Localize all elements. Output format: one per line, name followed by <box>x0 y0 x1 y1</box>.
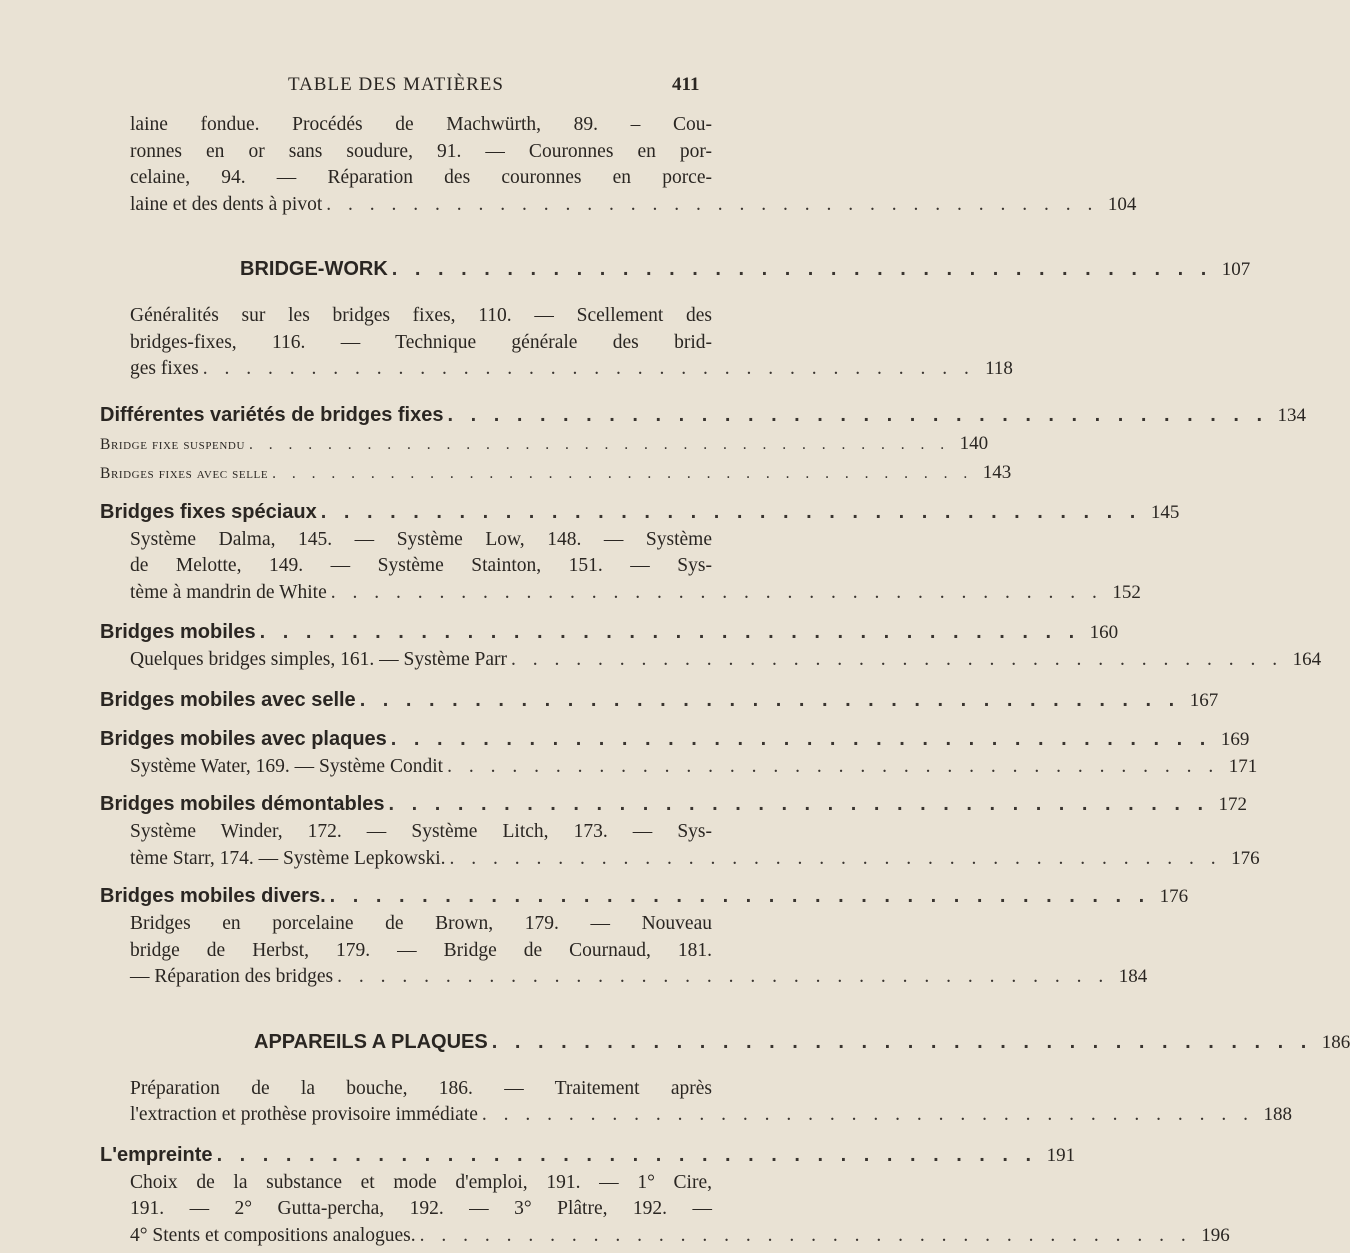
entry-page: 184 <box>1118 966 1148 987</box>
dot-leader: . . . . . . . . . . . . . . . . . . . . . . . . . . . . . . . . . . . . <box>202 358 975 379</box>
entry-page: 140 <box>959 432 989 454</box>
dot-leader: . . . . . . . . . . . . . . . . . . . . . . . . . . . . . . . . . . . . <box>491 1030 1313 1053</box>
toc-entry <box>100 647 1322 674</box>
section-title: Bridges mobiles avec selle <box>100 688 356 711</box>
dot-leader: . . . . . . . . . . . . . . . . . . . . . . . . . . . . . . . . . . . . <box>337 966 1110 987</box>
entry-page: 188 <box>1263 1104 1293 1125</box>
part-heading <box>100 1027 1350 1058</box>
section-title: Bridges fixes spéciaux <box>100 500 317 523</box>
entry-page: 186 <box>1321 1031 1350 1053</box>
section-title: Différentes variétés de bridges fixes <box>100 403 444 426</box>
dot-leader: . . . . . . . . . . . . . . . . . . . . . . . . . . . . . . . . . . . . <box>390 727 1212 750</box>
entry-line: laine et des dents à pivot <box>130 193 323 215</box>
subsection-title: Bridges fixes avec selle <box>100 464 269 482</box>
entry-line: ges fixes <box>130 358 199 379</box>
entry-line: laine fondue. Procédés de Machwürth, 89. – Cou- <box>130 114 712 135</box>
toc-entry <box>100 819 1260 872</box>
entry-page: 169 <box>1220 728 1250 750</box>
dot-leader: . . . . . . . . . . . . . . . . . . . . . . . . . . . . . . . . . . . . <box>481 1104 1255 1125</box>
entry-page: 134 <box>1277 404 1307 426</box>
entry-line: bridge de Herbst, 179. — Bridge de Cournaud, 181. <box>130 939 712 961</box>
entry-line: 191. — 2° Gutta-percha, 192. — 3° Plâtre, 192. — <box>130 1198 712 1219</box>
entry-line: Système Dalma, 145. — Système Low, 148. — Système <box>130 528 712 550</box>
dot-leader: . . . . . . . . . . . . . . . . . . . . . . . . . . . . . . . . . . . . <box>249 435 951 453</box>
dot-leader: . . . . . . . . . . . . . . . . . . . . . . . . . . . . . . . . . . . . <box>359 688 1181 711</box>
entry-page: 145 <box>1150 501 1180 523</box>
dot-leader: . . . . . . . . . . . . . . . . . . . . . . . . . . . . . . . . . . . . <box>447 403 1269 426</box>
entry-page: 143 <box>982 461 1012 483</box>
entry-line: Quelques bridges simples, 161. — Système Parr <box>130 649 507 670</box>
entry-page: 191 <box>1046 1144 1076 1166</box>
entry-page: 171 <box>1228 755 1258 777</box>
section-title: Bridges mobiles avec plaques <box>100 727 387 750</box>
part-heading <box>100 254 1251 285</box>
entry-page: 152 <box>1112 581 1141 603</box>
entry-page: 176 <box>1231 847 1260 869</box>
toc-entry <box>100 754 1258 781</box>
dot-leader: . . . . . . . . . . . . . . . . . . . . . . . . . . . . . . . . . . . . <box>510 649 1284 670</box>
entry-line: Choix de la substance et mode d'emploi, 191. — 1° Cire, <box>130 1171 712 1193</box>
entry-page: 164 <box>1292 649 1322 670</box>
entry-page: 196 <box>1201 1224 1230 1246</box>
entry-line: 4° Stents et compositions analogues. <box>130 1224 416 1246</box>
toc-entry <box>100 1170 1230 1250</box>
dot-leader: . . . . . . . . . . . . . . . . . . . . . . . . . . . . . . . . . . . . <box>326 193 1099 215</box>
toc-entry <box>100 527 1141 607</box>
entry-line: tème à mandrin de White <box>130 581 327 603</box>
running-head <box>0 74 800 104</box>
subsection-heading <box>100 430 989 459</box>
running-head-title: TABLE DES MATIÈRES <box>288 74 504 95</box>
page-number: 411 <box>672 74 700 95</box>
entry-line: — Réparation des bridges <box>130 966 334 987</box>
section-heading <box>100 882 1189 911</box>
entry-line: tème Starr, 174. — Système Lepkowski. <box>130 847 446 869</box>
entry-line: l'extraction et prothèse provisoire immédiate <box>130 1104 478 1125</box>
entry-page: 118 <box>985 358 1013 379</box>
entry-page: 167 <box>1189 689 1219 711</box>
dot-leader: . . . . . . . . . . . . . . . . . . . . . . . . . . . . . . . . . . . . <box>216 1143 1038 1166</box>
entry-page: 160 <box>1089 622 1119 643</box>
dot-leader: . . . . . . . . . . . . . . . . . . . . . . . . . . . . . . . . . . . . <box>329 885 1151 907</box>
entry-line: bridges-fixes, 116. — Technique générale des brid- <box>130 331 712 353</box>
part-title: BRIDGE-WORK <box>240 258 388 280</box>
entry-line: Bridges en porcelaine de Brown, 179. — Nouveau <box>130 913 712 934</box>
entry-page: 107 <box>1221 259 1251 280</box>
section-heading <box>100 618 1119 647</box>
section-title: L'empreinte <box>100 1143 213 1166</box>
dot-leader: . . . . . . . . . . . . . . . . . . . . . . . . . . . . . . . . . . . . <box>447 755 1220 777</box>
dot-leader: . . . . . . . . . . . . . . . . . . . . . . . . . . . . . . . . . . . . <box>259 621 1081 643</box>
dot-leader: . . . . . . . . . . . . . . . . . . . . . . . . . . . . . . . . . . . . <box>272 464 974 482</box>
toc-entry <box>100 112 1137 218</box>
entry-line: de Melotte, 149. — Système Stainton, 151. — Sys- <box>130 555 712 576</box>
entry-line: Système Water, 169. — Système Condit <box>130 755 444 777</box>
toc-entry <box>100 303 1013 383</box>
section-heading <box>100 790 1248 819</box>
dot-leader: . . . . . . . . . . . . . . . . . . . . . . . . . . . . . . . . . . . . <box>391 258 1213 280</box>
entry-line: Système Winder, 172. — Système Litch, 173. — Sys- <box>130 821 712 842</box>
subsection-heading <box>100 459 1012 488</box>
entry-page: 172 <box>1218 794 1248 815</box>
entry-page: 104 <box>1107 193 1137 215</box>
subsection-title: Bridge fixe suspendu <box>100 435 245 453</box>
dot-leader: . . . . . . . . . . . . . . . . . . . . . . . . . . . . . . . . . . . . <box>330 581 1103 603</box>
section-heading <box>100 401 1307 430</box>
entry-line: Généralités sur les bridges fixes, 110. — Scellement des <box>130 305 712 326</box>
dot-leader: . . . . . . . . . . . . . . . . . . . . . . . . . . . . . . . . . . . . <box>320 500 1142 523</box>
dot-leader: . . . . . . . . . . . . . . . . . . . . . . . . . . . . . . . . . . . . <box>419 1224 1192 1246</box>
section-heading <box>100 686 1219 715</box>
entry-line: ronnes en or sans soudure, 91. — Couronnes en por- <box>130 140 712 162</box>
section-heading <box>100 725 1250 754</box>
section-title: Bridges mobiles divers. <box>100 885 326 907</box>
entry-line: celaine, 94. — Réparation des couronnes en porce- <box>130 167 712 188</box>
toc-entry <box>100 1076 1293 1129</box>
entry-line: Préparation de la bouche, 186. — Traitement après <box>130 1077 712 1099</box>
toc-entry <box>100 911 1148 991</box>
part-title: APPAREILS A PLAQUES <box>254 1030 488 1053</box>
table-of-contents <box>100 112 1350 1249</box>
dot-leader: . . . . . . . . . . . . . . . . . . . . . . . . . . . . . . . . . . . . <box>449 847 1222 869</box>
dot-leader: . . . . . . . . . . . . . . . . . . . . . . . . . . . . . . . . . . . . <box>388 793 1210 815</box>
section-heading <box>100 1141 1076 1170</box>
section-title: Bridges mobiles démontables <box>100 793 385 815</box>
entry-page: 176 <box>1159 886 1189 907</box>
section-title: Bridges mobiles <box>100 621 256 643</box>
section-heading <box>100 498 1180 527</box>
